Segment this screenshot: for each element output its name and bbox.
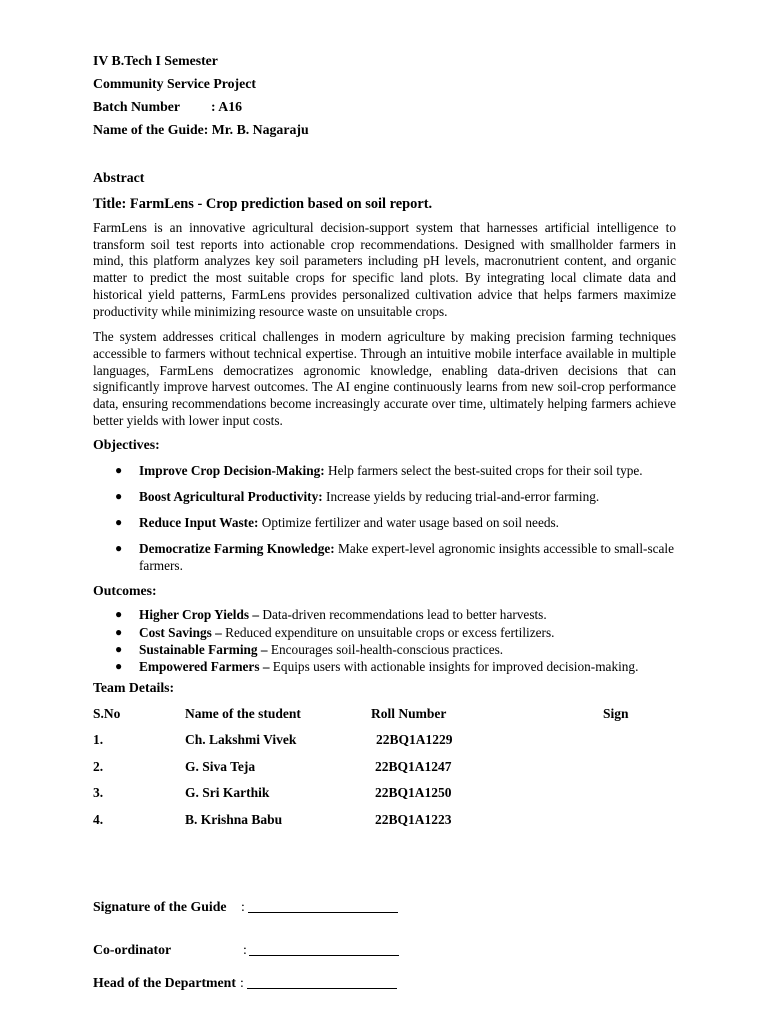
table-row: [93, 783, 676, 810]
guide-signature-row: [93, 897, 676, 917]
guide-signature-colon: :: [241, 899, 245, 914]
student-roll: 22BQ1A1223: [375, 812, 452, 827]
team-table-header: [93, 704, 676, 731]
student-name: G. Siva Teja: [185, 758, 256, 774]
student-sno: 1.: [93, 732, 104, 748]
abstract-paragraph-2: The system addresses critical challenges in modern agriculture by making precision farming techniques accessible to farmers without technical expertise. Through an intuitive mobile interface available in multiple languages, FarmLens democratizes agronomic knowledge, enabling data-driven decisions that can significantly improve harvest outcomes. The AI engine continuously learns from new soil-crop performance data, ensuring recommendations become increasingly accurate over time, ultimately helping farmers achieve better yields with lower input costs.: [93, 329, 676, 428]
list-item: ● Reduce Input Waste: Optimize fertilizer and water usage based on soil needs.: [115, 515, 560, 531]
coordinator-signature-row: [93, 940, 676, 960]
student-sno: 4.: [93, 812, 104, 827]
document-page: [93, 49, 676, 837]
abstract-paragraph-1: FarmLens is an innovative agricultural decision-support system that harnesses artificial intelligence to transform soil test reports into actionable crop recommendations. Designed with smallholder farmers in mind, this platform analyzes key soil parameters including pH levels, macronutrient content, and organic matter to predict the most suitable crops for specific land plots. By integrating local climate data and historical yield patterns, FarmLens provides personalized cultivation advice that helps farmers maximize productivity while minimizing resource waste on unsuitable crops.: [93, 220, 676, 319]
semester-line: IV B.Tech I Semester: [93, 53, 218, 68]
guide-signature-label: Signature of the Guide: [93, 899, 227, 914]
bullet-icon: ●: [115, 642, 123, 657]
list-item: ● Boost Agricultural Productivity: Increase yields by reducing trial-and-error farming.: [115, 489, 600, 505]
guide-signature-line: [248, 912, 398, 913]
batch-number-line: [93, 95, 676, 118]
student-name: B. Krishna Babu: [185, 812, 283, 827]
bullet-icon: ●: [115, 489, 123, 504]
bullet-icon: ●: [115, 607, 123, 622]
student-name: G. Sri Karthik: [185, 785, 270, 801]
objectives-heading: Objectives:: [93, 437, 160, 453]
table-row: [93, 730, 676, 757]
coordinator-signature-line: [249, 955, 399, 956]
guide-name-line: Name of the Guide: Mr. B. Nagaraju: [93, 122, 309, 137]
table-row: [93, 810, 676, 837]
student-roll: 22BQ1A1247: [375, 758, 452, 774]
list-item: ● Improve Crop Decision-Making: Help farmers select the best-suited crops for their soil type.: [115, 463, 643, 479]
batch-number-value: : A16: [211, 99, 243, 114]
column-header-roll: Roll Number: [371, 705, 447, 721]
signature-block: [93, 897, 676, 993]
table-row: [93, 757, 676, 784]
project-title: Title: FarmLens - Crop prediction based on soil report.: [93, 196, 433, 212]
student-sno: 3.: [93, 785, 104, 801]
list-item: ● Cost Savings – Reduced expenditure on unsuitable crops or excess fertilizers.: [115, 624, 555, 640]
hod-signature-label: Head of the Department: [93, 975, 236, 990]
column-header-name: Name of the student: [185, 705, 301, 721]
bullet-icon: ●: [115, 624, 123, 639]
outcomes-list: [93, 606, 676, 675]
outcomes-heading: Outcomes:: [93, 583, 157, 599]
list-item: ● Higher Crop Yields – Data-driven recommendations lead to better harvests.: [115, 607, 547, 623]
student-roll: 22BQ1A1250: [375, 785, 452, 801]
coordinator-signature-label: Co-ordinator: [93, 942, 172, 957]
batch-number-label: Batch Number: [93, 99, 180, 114]
list-item: ● Empowered Farmers – Equips users with actionable insights for improved decision-making.: [115, 659, 639, 675]
objectives-list: [93, 462, 676, 574]
hod-signature-row: [93, 973, 676, 993]
bullet-icon: ●: [115, 659, 123, 674]
column-header-sno: S.No: [93, 705, 121, 721]
student-name: Ch. Lakshmi Vivek: [185, 732, 297, 748]
bullet-icon: ●: [115, 515, 123, 530]
bullet-icon: ●: [115, 541, 123, 556]
student-sno: 2.: [93, 758, 104, 774]
coordinator-signature-colon: :: [243, 942, 247, 957]
list-item: ● Democratize Farming Knowledge: Make expert-level agronomic insights accessible to small-scale farmers.: [115, 541, 675, 574]
student-roll: 22BQ1A1229: [376, 732, 453, 748]
column-header-sign: Sign: [603, 705, 629, 721]
hod-signature-colon: :: [240, 975, 244, 990]
team-details-heading: Team Details:: [93, 679, 175, 695]
hod-signature-line: [247, 988, 397, 989]
list-item: ● Sustainable Farming – Encourages soil-health-conscious practices.: [115, 642, 504, 658]
abstract-heading: Abstract: [93, 170, 145, 185]
bullet-icon: ●: [115, 463, 123, 478]
project-type-line: Community Service Project: [93, 76, 256, 91]
